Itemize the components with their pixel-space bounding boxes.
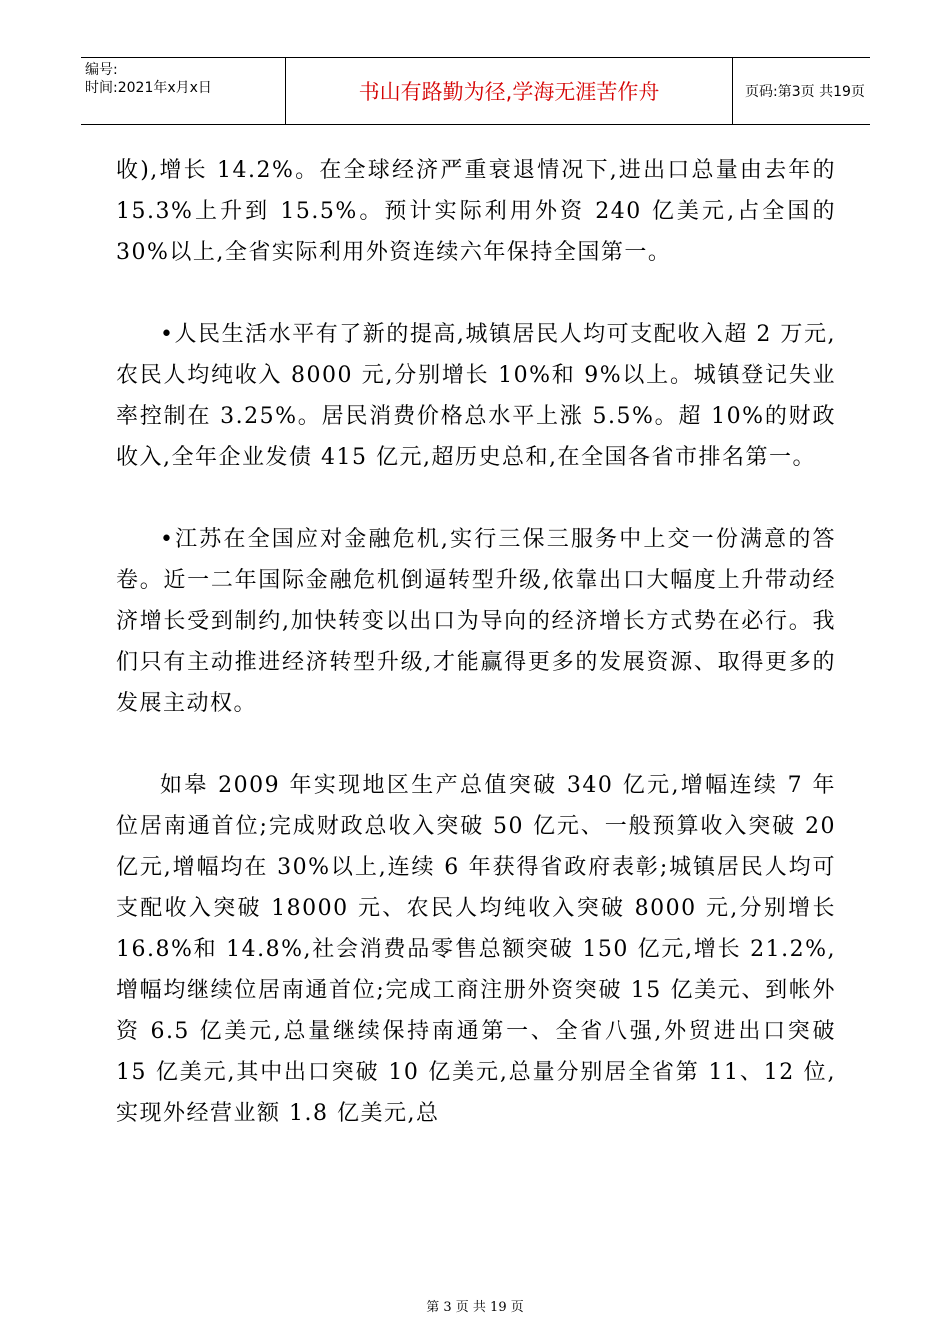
paragraph-financial-crisis: •江苏在全国应对金融危机,实行三保三服务中上交一份满意的答卷。近一二年国际金融危机倒逼转型升级,依靠出口大幅度上升带动经济增长受到制约,加快转变以出口为导向的经济增长方式势在必行。我们只有主动推进经济转型升级,才能赢得更多的发展资源、取得更多的发展主动权。 <box>116 527 836 716</box>
date-label: 时间:2021年x月x日 <box>85 80 212 96</box>
header-page-cell <box>733 58 870 124</box>
header-meta <box>81 58 285 124</box>
header-motto-cell <box>285 58 733 124</box>
paragraph-living-standards: •人民生活水平有了新的提高,城镇居民人均可支配收入超 2 万元,农民人均纯收入 8000 元,分别增长 10%和 9%以上。城镇登记失业率控制在 3.25%。居民消费价格总水平上涨 5.5%。超 10%的财政收入,全年企业发债 415 亿元,超历史总和,在全国各省市排名第一。 <box>116 322 836 470</box>
serial-label: 编号: <box>85 62 118 78</box>
paragraph-continuation: 收),增长 14.2%。在全球经济严重衰退情况下,进出口总量由去年的 15.3%上升到 15.5%。预计实际利用外资 240 亿美元,占全国的 30%以上,全省实际利用外资连续六年保持全国第一。 <box>116 158 836 265</box>
header-motto: 书山有路勤为径,学海无涯苦作舟 <box>358 80 660 104</box>
header-page-label: 页码:第3页 共19页 <box>745 84 865 100</box>
page-footer: 第 3 页 共 19 页 <box>426 1300 524 1315</box>
page-header <box>81 57 870 125</box>
paragraph-rugao-2009: 如皋 2009 年实现地区生产总值突破 340 亿元,增幅连续 7 年位居南通首位;完成财政总收入突破 50 亿元、一般预算收入突破 20 亿元,增幅均在 30%以上,连续 6 年获得省政府表彰;城镇居民人均可支配收入突破 18000 元、农民人均纯收入突破 8000 元,分别增长 16.8%和 14.8%,社会消费品零售总额突破 150 亿元,增长 21.2%,增幅均继续位居南通首位;完成工商注册外资突破 15 亿美元、到帐外资 6.5 亿美元,总量继续保持南通第一、全省八强,外贸进出口突破 15 亿美元,其中出口突破 10 亿美元,总量分别居全省第 11、12 位,实现外经营业额 1.8 亿美元,总 <box>116 773 836 1126</box>
document-body <box>116 150 836 1134</box>
